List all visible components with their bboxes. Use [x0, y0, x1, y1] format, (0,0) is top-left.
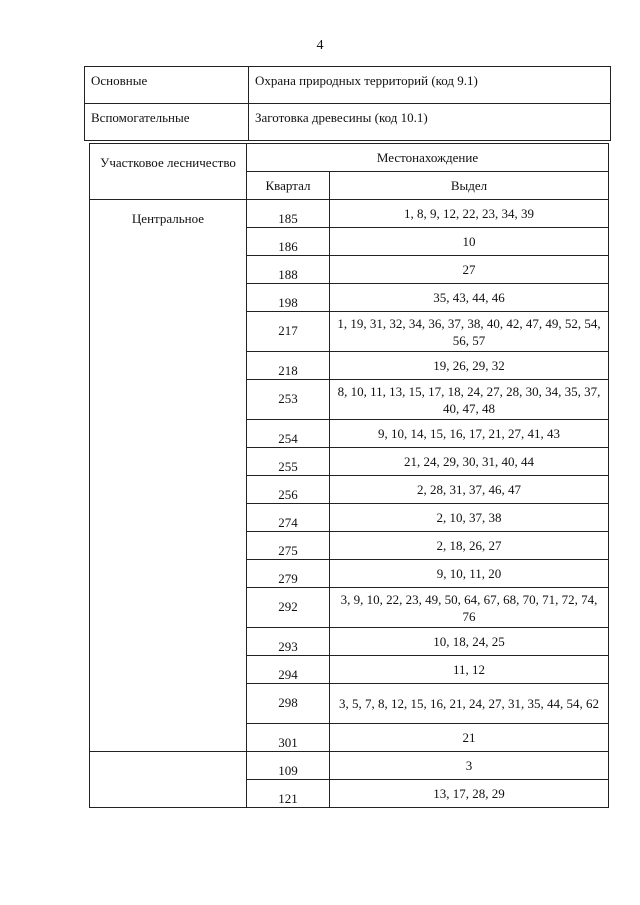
kvartal-cell: 255	[247, 448, 330, 476]
vydel-cell: 19, 26, 29, 32	[330, 352, 609, 380]
vydel-cell: 9, 10, 11, 20	[330, 560, 609, 588]
land-use-row	[85, 67, 611, 104]
vydel-cell: 3, 9, 10, 22, 23, 49, 50, 64, 67, 68, 70, 71, 72, 74, 76	[330, 588, 609, 628]
kvartal-cell: 186	[247, 228, 330, 256]
vydel-cell: 13, 17, 28, 29	[330, 780, 609, 808]
kvartal-cell: 274	[247, 504, 330, 532]
vydel-cell: 10, 18, 24, 25	[330, 628, 609, 656]
kvartal-cell: 294	[247, 656, 330, 684]
kvartal-cell: 292	[247, 588, 330, 628]
kvartal-cell: 256	[247, 476, 330, 504]
header-location: Местонахождение	[247, 144, 609, 172]
forestry-name	[90, 752, 247, 808]
vydel-cell: 1, 8, 9, 12, 22, 23, 34, 39	[330, 200, 609, 228]
kvartal-cell: 121	[247, 780, 330, 808]
forestry-name: Центральное	[90, 200, 247, 752]
kvartal-cell: 198	[247, 284, 330, 312]
header-kvartal: Квартал	[247, 172, 330, 200]
header-forestry: Участковое лесничество	[90, 144, 247, 200]
location-table	[89, 143, 609, 808]
kvartal-cell: 218	[247, 352, 330, 380]
vydel-cell: 3, 5, 7, 8, 12, 15, 16, 21, 24, 27, 31, 35, 44, 54, 62	[330, 684, 609, 724]
vydel-cell: 11, 12	[330, 656, 609, 684]
page-number: 4	[316, 38, 324, 53]
kvartal-cell: 253	[247, 380, 330, 420]
vydel-cell: 2, 28, 31, 37, 46, 47	[330, 476, 609, 504]
land-use-value: Охрана природных территорий (код 9.1)	[249, 67, 611, 104]
vydel-cell: 27	[330, 256, 609, 284]
table-row	[90, 200, 609, 228]
kvartal-cell: 254	[247, 420, 330, 448]
vydel-cell: 8, 10, 11, 13, 15, 17, 18, 24, 27, 28, 30, 34, 35, 37, 40, 47, 48	[330, 380, 609, 420]
vydel-cell: 21	[330, 724, 609, 752]
table-header-row	[90, 144, 609, 172]
header-vydel: Выдел	[330, 172, 609, 200]
land-use-table	[84, 66, 611, 141]
vydel-cell: 35, 43, 44, 46	[330, 284, 609, 312]
vydel-cell: 9, 10, 14, 15, 16, 17, 21, 27, 41, 43	[330, 420, 609, 448]
vydel-cell: 1, 19, 31, 32, 34, 36, 37, 38, 40, 42, 47, 49, 52, 54, 56, 57	[330, 312, 609, 352]
land-use-value: Заготовка древесины (код 10.1)	[249, 104, 611, 141]
kvartal-cell: 279	[247, 560, 330, 588]
kvartal-cell: 188	[247, 256, 330, 284]
land-use-type: Основные	[85, 67, 249, 104]
vydel-cell: 2, 10, 37, 38	[330, 504, 609, 532]
vydel-cell: 3	[330, 752, 609, 780]
kvartal-cell: 109	[247, 752, 330, 780]
kvartal-cell: 185	[247, 200, 330, 228]
kvartal-cell: 293	[247, 628, 330, 656]
vydel-cell: 21, 24, 29, 30, 31, 40, 44	[330, 448, 609, 476]
table-row	[90, 752, 609, 780]
land-use-type: Вспомогательные	[85, 104, 249, 141]
kvartal-cell: 275	[247, 532, 330, 560]
kvartal-cell: 217	[247, 312, 330, 352]
kvartal-cell: 301	[247, 724, 330, 752]
land-use-row	[85, 104, 611, 141]
vydel-cell: 2, 18, 26, 27	[330, 532, 609, 560]
kvartal-cell: 298	[247, 684, 330, 724]
vydel-cell: 10	[330, 228, 609, 256]
